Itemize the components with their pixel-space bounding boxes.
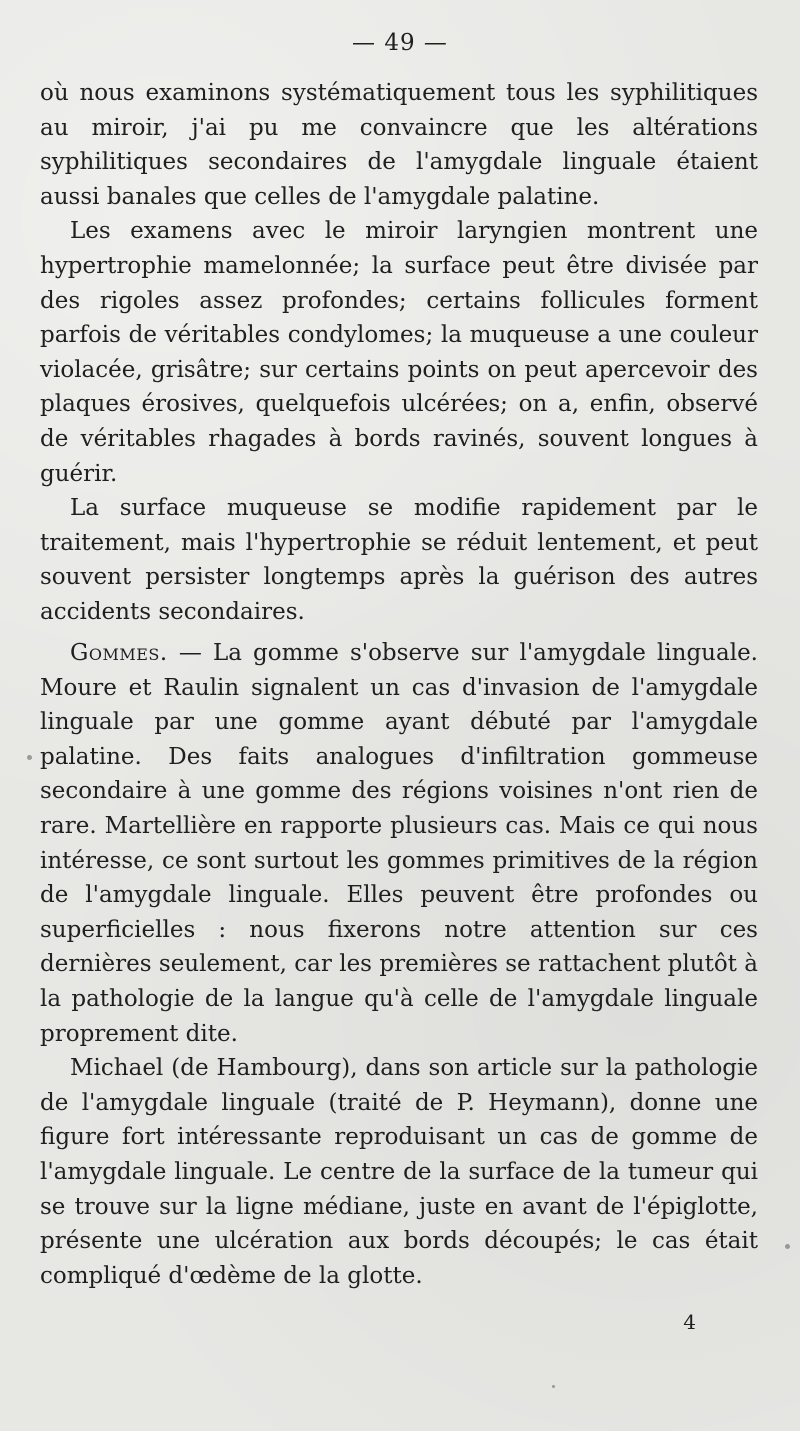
section-heading-gommes: Gommes. (70, 640, 168, 666)
paragraph-michael: Michael (de Hambourg), dans son article sur la pathologie de l'amygdale linguale (traité de P. Heymann), donne une figure fort intéressante reproduisant un cas de gomme de l'amygdale linguale. Le centre de la surface de la tumeur qui se trouve sur la ligne médiane, juste en avant de l'épiglotte, présente une ulcération aux bords découpés; le cas était compliqué d'œdème de la glotte. (40, 1055, 758, 1289)
paragraph-traitement: La surface muqueuse se modifie rapidement par le traitement, mais l'hypertrophie se réduit lentement, et peut souvent persister longtemps après la guérison des autres accidents secondaires. (40, 495, 758, 625)
paragraph-examens: Les examens avec le miroir laryngien montrent une hypertrophie mamelonnée; la surface peut être divisée par des rigoles assez profondes; certains follicules forment parfois de véritables condylomes; la muqueuse a une couleur violacée, grisâtre; sur certains points on peut apercevoir des plaques érosives, quelquefois ulcérées; on a, enfin, observé de véritables rhagades à bords ravinés, souvent longues à guérir. (40, 218, 758, 487)
paper-speck (785, 1244, 790, 1249)
paper-speck (27, 755, 32, 760)
text-section-bottom (40, 636, 758, 1293)
text-section-top (40, 76, 758, 630)
paragraph-continuation: où nous examinons systématiquement tous les syphilitiques au miroir, j'ai pu me convaincre que les altérations syphilitiques secondaires de l'amygdale linguale étaient aussi banales que celles de l'amygdale palatine. (40, 80, 758, 210)
paragraph-gommes-body: — La gomme s'observe sur l'amygdale linguale. Moure et Raulin signalent un cas d'invasion de l'amygdale linguale par une gomme ayant débuté par l'amygdale palatine. Des faits analogues d'infiltration gommeuse secondaire à une gomme des régions voisines n'ont rien de rare. Martellière en rapporte plusieurs cas. Mais ce qui nous intéresse, ce sont surtout les gommes primitives de la région de l'amygdale linguale. Elles peuvent être profondes ou superficielles : nous fixerons notre attention sur ces dernières seulement, car les premières se rattachent plutôt à la pathologie de la langue qu'à celle de l'amygdale linguale proprement dite. (40, 640, 758, 1047)
paragraph-gommes (40, 636, 758, 1051)
footer-page-number: 4 (683, 1310, 696, 1334)
page-header: — 49 — (352, 30, 448, 56)
paper-speck (552, 1385, 555, 1388)
